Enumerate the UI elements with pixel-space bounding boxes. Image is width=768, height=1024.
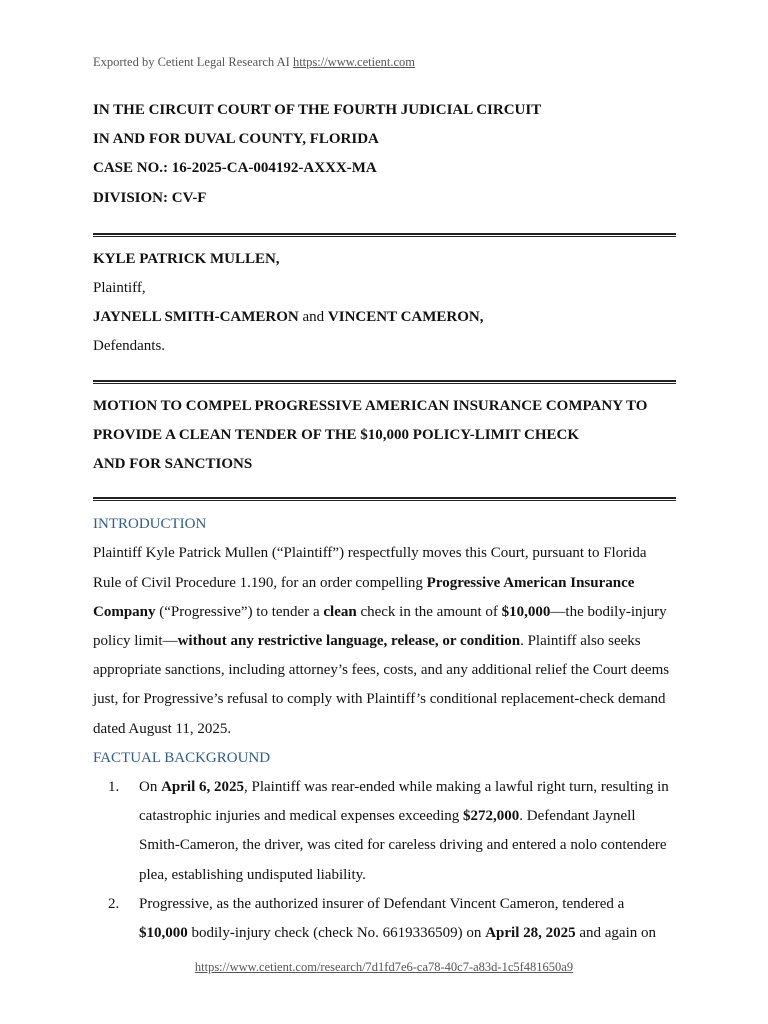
text-run-bold: without any restrictive language, release, or condition [177,633,521,650]
export-link[interactable]: https://www.cetient.com [292,55,416,69]
text-run-bold: Progressive American Insurance Company [93,574,635,620]
text-run: —the bodily-injury policy limit— [93,603,667,650]
court-line-2: IN AND FOR DUVAL COUNTY, FLORIDA [93,131,379,148]
list-item [93,773,676,890]
text-run-bold: April 6, 2025 [161,779,245,796]
text-run: . Defendant Jaynell Smith-Cameron, the driver, was cited for careless driving and entered a nolo contendere plea, establishing undisputed liability. [139,808,667,883]
and-text: and [298,309,328,326]
motion-title [93,392,676,480]
plaintiff-name: KYLE PATRICK MULLEN, [93,250,280,267]
motion-title-line-1: MOTION TO COMPEL PROGRESSIVE AMERICAN INSURANCE COMPANY TO [93,397,648,414]
factual-background-heading: FACTUAL BACKGROUND [93,749,271,766]
text-run: On [139,779,162,796]
divider [93,233,676,237]
export-notice [93,52,676,72]
list-number: 2. [108,895,120,912]
export-label: Exported by Cetient Legal Research AI [93,55,290,69]
list-item [93,890,676,948]
case-caption [93,96,676,213]
text-run-bold: $272,000 [463,808,520,825]
defendants-names [93,303,676,332]
text-run: , Plaintiff was rear-ended while making a lawful right turn, resulting in catastrophic injuries and medical expenses exceeding [139,779,669,825]
case-number: CASE NO.: 16-2025-CA-004192-AXXX-MA [93,160,377,177]
text-run-bold: clean [323,603,357,620]
division: DIVISION: CV-F [93,189,207,206]
document-page [93,52,676,948]
text-run-bold: $10,000 [501,603,551,620]
divider [93,497,676,501]
parties-block [93,245,676,362]
introduction-heading: INTRODUCTION [93,516,207,533]
text-run: and again on [575,925,656,942]
motion-title-line-2: PROVIDE A CLEAN TENDER OF THE $10,000 POLICY-LIMIT CHECK [93,426,580,443]
text-run-bold: April 28, 2025 [485,925,576,942]
introduction-paragraph [93,539,676,743]
footer-link[interactable]: https://www.cetient.com/research/7d1fd7e6-ca78-40c7-a83d-1c5f481650a9 [194,960,574,974]
divider [93,380,676,384]
text-run: (“Progressive”) to tender a [155,603,324,620]
text-run: Progressive, as the authorized insurer of Defendant Vincent Cameron, tendered a [139,895,625,912]
text-run: bodily-injury check (check No. 6619336509) on [187,925,486,942]
defendants-role: Defendants. [93,338,166,355]
text-run: . Plaintiff also seeks appropriate sanctions, including attorney’s fees, costs, and any additional relief the Court deems just, for Progressive’s refusal to comply with Plaintiff’s conditional replacement-check demand dated August 11, 2025. [93,633,670,737]
defendant-1: JAYNELL SMITH-CAMERON [93,309,299,326]
court-line-1: IN THE CIRCUIT COURT OF THE FOURTH JUDICIAL CIRCUIT [93,102,542,118]
motion-title-line-3: AND FOR SANCTIONS [93,456,253,473]
list-number: 1. [108,779,120,796]
text-run: check in the amount of [356,603,502,620]
footer [0,960,768,975]
defendant-2: VINCENT CAMERON, [327,309,484,326]
text-run-bold: $10,000 [139,925,188,942]
text-run: Plaintiff Kyle Patrick Mullen (“Plaintiff”) respectfully moves this Court, pursuant to Florida Rule of Civil Procedure 1.190, for an order compelling [93,545,647,591]
plaintiff-role: Plaintiff, [93,280,146,297]
factual-list [93,773,676,948]
